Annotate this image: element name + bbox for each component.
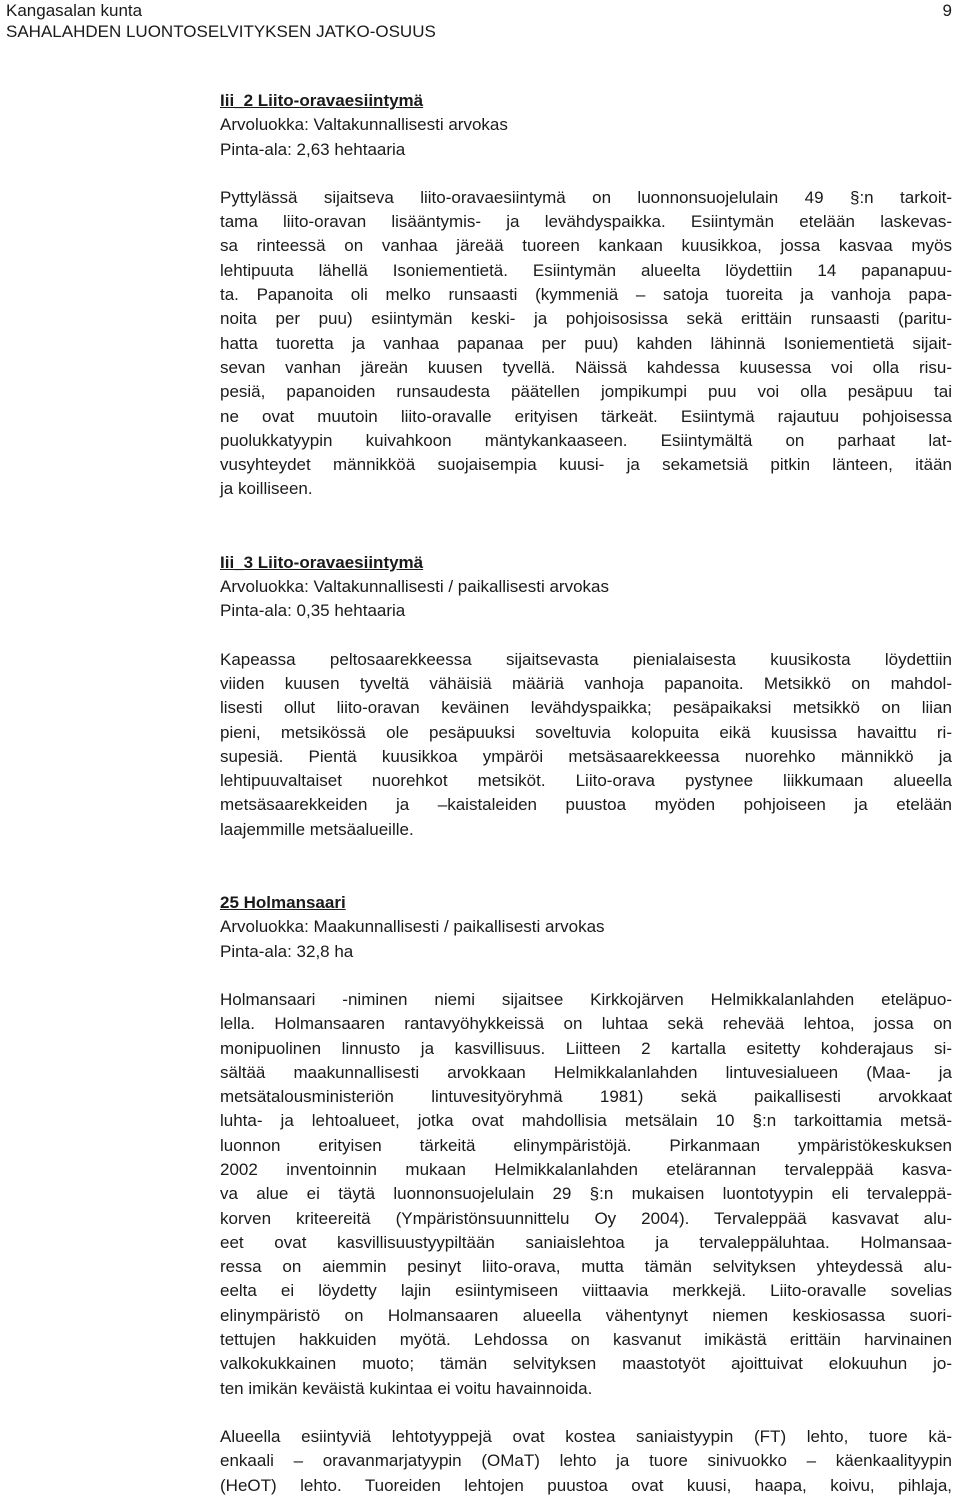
text-line: Holmansaari -niminen niemi sijaitsee Kirkkojärven Helmikkalanlahden eteläpuo-: [220, 989, 952, 1009]
text-line: elinympäristö on Holmansaaren alueella vähentynyt niemen keskiosassa suori-: [220, 1305, 952, 1325]
section-gap: [220, 842, 952, 891]
text-line: laajemmille metsäalueille.: [220, 819, 414, 839]
header-doc-title: SAHALAHDEN LUONTOSELVITYKSEN JATKO-OSUUS: [6, 22, 436, 41]
paragraph: [220, 1425, 952, 1498]
text-line: lehtipuuvaltaiset nuorehkot metsiköt. Liito-orava pystynee liikkumaan alueella: [220, 771, 952, 791]
text-line: ne ovat muutoin liito-oravalle erityisen tärkeät. Esiintymä rajautuu pohjoisessa: [220, 406, 952, 426]
section-25-holmansaari: [220, 891, 952, 1498]
section-gap: [220, 502, 952, 551]
value-class: Arvoluokka: Valtakunnallisesti / paikallisesti arvokas: [220, 577, 609, 597]
text-line: (HeOT) lehto. Tuoreiden lehtojen puustoa ovat kuusi, haapa, koivu, pihlaja,: [220, 1475, 952, 1495]
section-iii-2: [220, 89, 952, 502]
text-line: sa rinteessä on vanhaa järeää tuoreen kankaan kuusikkoa, jossa kasvaa myös: [220, 236, 952, 256]
document-body: [220, 89, 952, 1498]
paragraph: [220, 988, 952, 1401]
text-line: luonnon erityisen tärkeitä elinympäristöjä. Pirkanmaan ympäristökeskuksen: [220, 1135, 952, 1155]
section-iii-3: [220, 551, 952, 842]
text-line: Pyttylässä sijaitseva liito-oravaesiintymä on luonnonsuojelulain 49 §:n tarkoit-: [220, 187, 952, 207]
text-line: metsäsaarekkeiden ja –kaistaleiden puustoa myöden pohjoiseen ja etelään: [220, 795, 952, 815]
text-line: pesiä, papanoiden runsaudesta päätellen jompikumpi puu voi olla pesäpuu tai: [220, 382, 952, 402]
text-line: Kapeassa peltosaarekkeessa sijaitsevasta pienialaisesta kuusikosta löydettiin: [220, 649, 952, 669]
area: Pinta-ala: 2,63 hehtaaria: [220, 139, 406, 159]
area: Pinta-ala: 32,8 ha: [220, 941, 354, 961]
paragraph: [220, 186, 952, 502]
text-line: pieni, metsikössä ole pesäpuuksi soveltuvia kolopuita eikä kuusissa havaittu ri-: [220, 722, 952, 742]
page-header: [6, 0, 954, 42]
text-line: sältää maakunnallisesti arvokkaan Helmikkalanlahden lintuvesialueen (Maa- ja: [220, 1062, 952, 1082]
text-line: lisesti ollut liito-oravan keväinen levähdyspaikka; pesäpaikaksi metsikkö on liian: [220, 698, 952, 718]
area: Pinta-ala: 0,35 hehtaaria: [220, 601, 406, 621]
text-line: ja koilliseen.: [220, 479, 313, 499]
text-line: sevan vanhan järeän kuusen tyvellä. Näissä kahdessa kuusessa voi olla risu-: [220, 357, 952, 377]
text-line: metsätalousministeriön lintuvesityöryhmä 1981) sekä paikallisesti arvokkaat: [220, 1087, 952, 1107]
text-line: tama liito-oravan lisääntymis- ja levähdyspaikka. Esiintymän etelään laskevas-: [220, 212, 952, 232]
paragraph: [220, 648, 952, 842]
text-line: viiden kuusen tyveltä vähäisiä määriä vanhoja papanoita. Metsikkö on mahdol-: [220, 673, 952, 693]
text-line: 2002 inventoinnin mukaan Helmikkalanlahden etelärannan tervaleppää kasva-: [220, 1159, 952, 1179]
text-line: supesiä. Pientä kuusikkoa ympäröi metsäsaarekkeessa nuorehko männikkö ja: [220, 746, 952, 766]
text-line: eelta ei löydetty lajin esiintymiseen viittaavia merkkejä. Liito-oravalle sovelias: [220, 1281, 952, 1301]
text-line: eet ovat kasvillisuustyypiltään saniaislehtoa ja tervaleppäluhtaa. Holmansaa-: [220, 1232, 952, 1252]
section-title: 25 Holmansaari: [220, 893, 346, 913]
text-line: valkokukkainen muoto; tämän selvityksen maastotyöt ajoittuivat elokuuhun jo-: [220, 1354, 952, 1374]
text-line: hatta tuoretta ja vanhaa papanaa per puu) kahden lähinnä Isoniementietä sijait-: [220, 333, 952, 353]
value-class: Arvoluokka: Valtakunnallisesti arvokas: [220, 115, 508, 135]
text-line: vusyhteydet männikköä suojaisempia kuusi- ja sekametsiä pitkin länteen, itään: [220, 455, 952, 475]
text-line: korven kriteereitä (Ympäristönsuunnittelu Oy 2004). Tervaleppää kasvavat alu-: [220, 1208, 952, 1228]
text-line: luhta- ja lehtoalueet, jotka ovat mahdollisia metsälain 10 §:n tarkoittamia metsä-: [220, 1111, 952, 1131]
text-line: lehtipuuta lähellä Isoniementietä. Esiintymän alueelta löydettiin 14 papanapuu-: [220, 260, 952, 280]
text-line: tettujen hakkuiden myötä. Lehdossa on kasvanut imikästä erittäin harvinainen: [220, 1330, 952, 1350]
text-line: enkaali – oravanmarjatyypin (OMaT) lehto ja tuore sinivuokko – käenkaalityypin: [220, 1451, 952, 1471]
text-line: ten imikän keväistä kukintaa ei voitu havainnoida.: [220, 1378, 593, 1398]
text-line: monipuolinen linnusto ja kasvillisuus. Liitteen 2 kartalla esitetty kohderajaus si-: [220, 1038, 952, 1058]
text-line: ta. Papanoita oli melko runsaasti (kymmeniä – satoja tuoreita ja vanhoja papa-: [220, 285, 952, 305]
text-line: Alueella esiintyviä lehtotyyppejä ovat kostea saniaistyypin (FT) lehto, tuore kä-: [220, 1426, 952, 1446]
text-line: noita per puu) esiintymän keski- ja pohjoisosissa sekä erittäin runsaasti (paritu-: [220, 309, 952, 329]
text-line: ressa on aiemmin pesinyt liito-orava, mutta tämän selvityksen yhteydessä alu-: [220, 1257, 952, 1277]
page-number: 9: [942, 1, 952, 20]
header-org: Kangasalan kunta: [6, 1, 143, 20]
section-title: Iii_2 Liito-oravaesiintymä: [220, 91, 424, 110]
value-class: Arvoluokka: Maakunnallisesti / paikallisesti arvokas: [220, 917, 605, 937]
section-title: Iii_3 Liito-oravaesiintymä: [220, 552, 424, 572]
text-line: puolukkatyypin kuivahkoon mäntykankaaseen. Esiintymältä on parhaat lat-: [220, 430, 952, 450]
text-line: va alue ei täytä luonnonsuojelulain 29 §:n mukaisen luontotyypin eli tervaleppä-: [220, 1184, 952, 1204]
text-line: lella. Holmansaaren rantavyöhykkeissä on luhtaa sekä rehevää lehtoa, jossa on: [220, 1014, 952, 1034]
